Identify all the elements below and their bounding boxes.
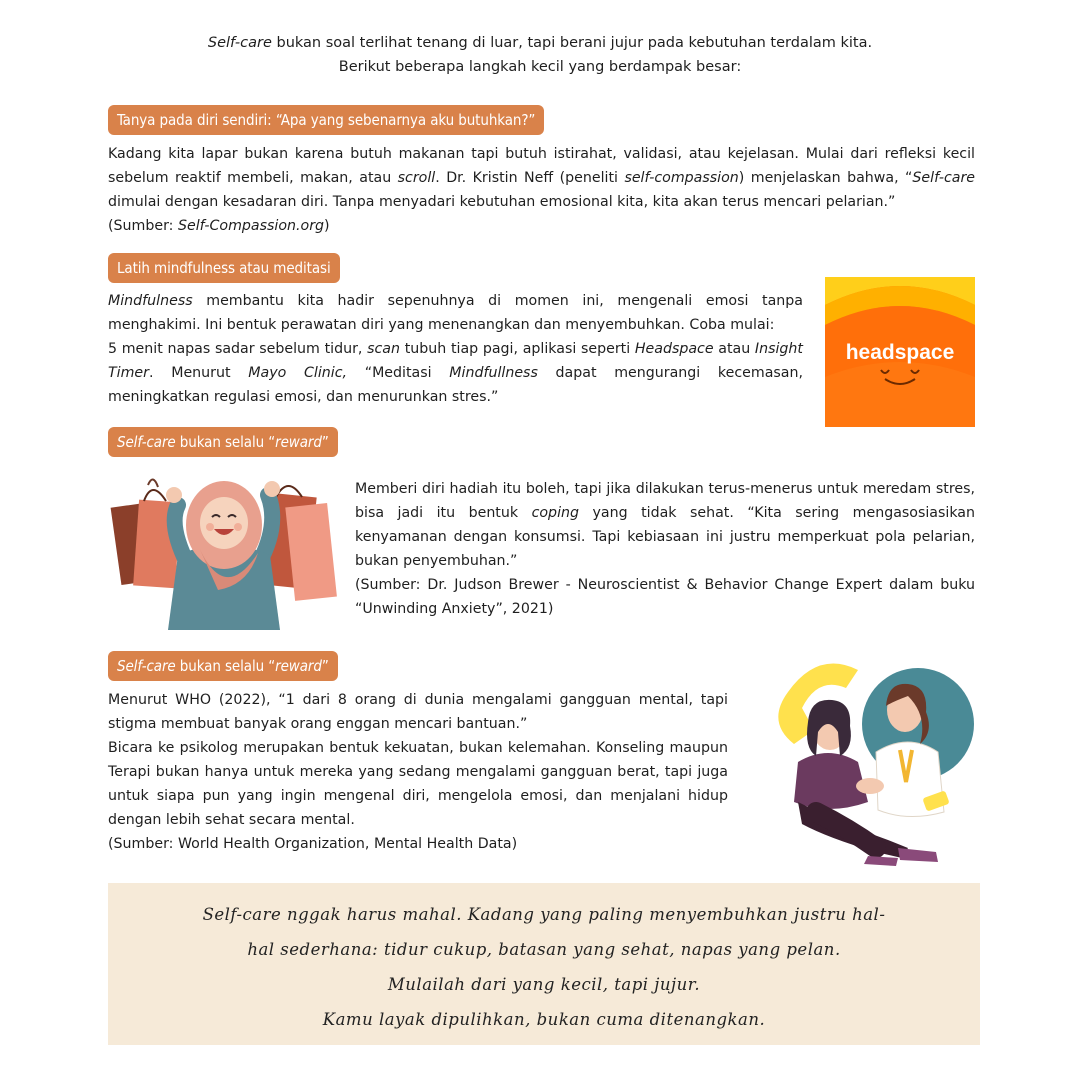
intro — [200, 31, 880, 79]
section-3-source: (Sumber: Dr. Judson Brewer - Neuroscientist & Behavior Change Expert dalam buku “Unwinding Anxiety”, 2021) — [355, 577, 975, 617]
banner-line-3: Mulailah dari yang kecil, tapi jujur. — [387, 975, 701, 994]
headspace-logo-graphic — [825, 277, 975, 427]
headspace-logo — [825, 277, 975, 427]
section-1-heading: Tanya pada diri sendiri: “Apa yang sebenarnya aku butuhkan?” — [108, 105, 544, 135]
section-1-source: (Sumber: Self-Compassion.org) — [108, 218, 330, 234]
intro-line-1-text: bukan soal terlihat tenang di luar, tapi berani jujur pada kebutuhan terdalam kita. — [271, 35, 873, 51]
therapy-session-illustration — [758, 652, 980, 874]
section-4-source: (Sumber: World Health Organization, Mental Health Data) — [108, 836, 518, 852]
section-2-body — [108, 289, 803, 409]
section-1-paragraph: Kadang kita lapar bukan karena butuh makanan tapi butuh istirahat, validasi, atau kejelasan. Mulai dari refleksi kecil sebelum reaktif membeli, makan, atau scroll. Dr. Kristin Neff (peneliti self-compassion) menjelaskan bahwa, “Self-care dimulai dengan kesadaran diri. Tanpa menyadari kebutuhan emosional kita, kita akan terus mencari pelarian.” — [108, 146, 976, 210]
banner-line-4: Kamu layak dipulihkan, bukan cuma ditenangkan. — [322, 1010, 766, 1029]
section-2-heading: Latih mindfulness atau meditasi — [108, 253, 340, 283]
section-2-paragraph-2: 5 menit napas sadar sebelum tidur, scan tubuh tiap pagi, aplikasi seperti Headspace atau Insight Timer. Menurut Mayo Clinic, “Meditasi Mindfullness dapat mengurangi kecemasan, meningkatkan regulasi emosi, dan menurunkan stres.” — [108, 341, 803, 405]
closing-banner — [108, 883, 980, 1045]
section-4-paragraph-2: Bicara ke psikolog merupakan bentuk kekuatan, bukan kelemahan. Konseling maupun Terapi bukan hanya untuk mereka yang sedang mengalami gangguan berat, tapi juga untuk siapa pun yang ingin mengenal diri, mengelola emosi, dan menjalani hidup dengan lebih sehat secara mental. — [108, 740, 728, 828]
banner-line-2: hal sederhana: tidur cukup, batasan yang sehat, napas yang pelan. — [247, 940, 841, 959]
banner-line-1: Self-care nggak harus mahal. Kadang yang paling menyembuhkan justru hal- — [202, 905, 886, 924]
intro-line-1 — [200, 31, 880, 55]
section-1-body — [108, 142, 975, 238]
headspace-wordmark: headspace — [845, 341, 955, 364]
section-3-body — [355, 477, 975, 621]
section-3-paragraph: Memberi diri hadiah itu boleh, tapi jika dilakukan terus-menerus untuk meredam stres, bisa jadi itu bentuk coping yang tidak sehat. “Kita sering mengasosiasikan kenyamanan dengan konsumsi. Tapi kebiasaan ini justru memperkuat pola pelarian, bukan penyembuhan.” — [355, 481, 975, 569]
intro-emphasis: Self-care — [207, 35, 272, 51]
section-4-body — [108, 688, 728, 856]
section-4-paragraph-1: Menurut WHO (2022), “1 dari 8 orang di dunia mengalami gangguan mental, tapi stigma membuat banyak orang enggan mencari bantuan.” — [108, 692, 728, 732]
section-2-paragraph-1: Mindfulness membantu kita hadir sepenuhnya di momen ini, mengenali emosi tanpa menghakimi. Ini bentuk perawatan diri yang menenangkan dan menyembuhkan. Coba mulai: — [108, 293, 803, 333]
intro-line-2: Berikut beberapa langkah kecil yang berdampak besar: — [338, 59, 742, 75]
section-4-heading: Self-care bukan selalu “reward” — [108, 651, 338, 681]
shopping-girl-illustration — [108, 465, 340, 630]
section-3-heading: Self-care bukan selalu “reward” — [108, 427, 338, 457]
